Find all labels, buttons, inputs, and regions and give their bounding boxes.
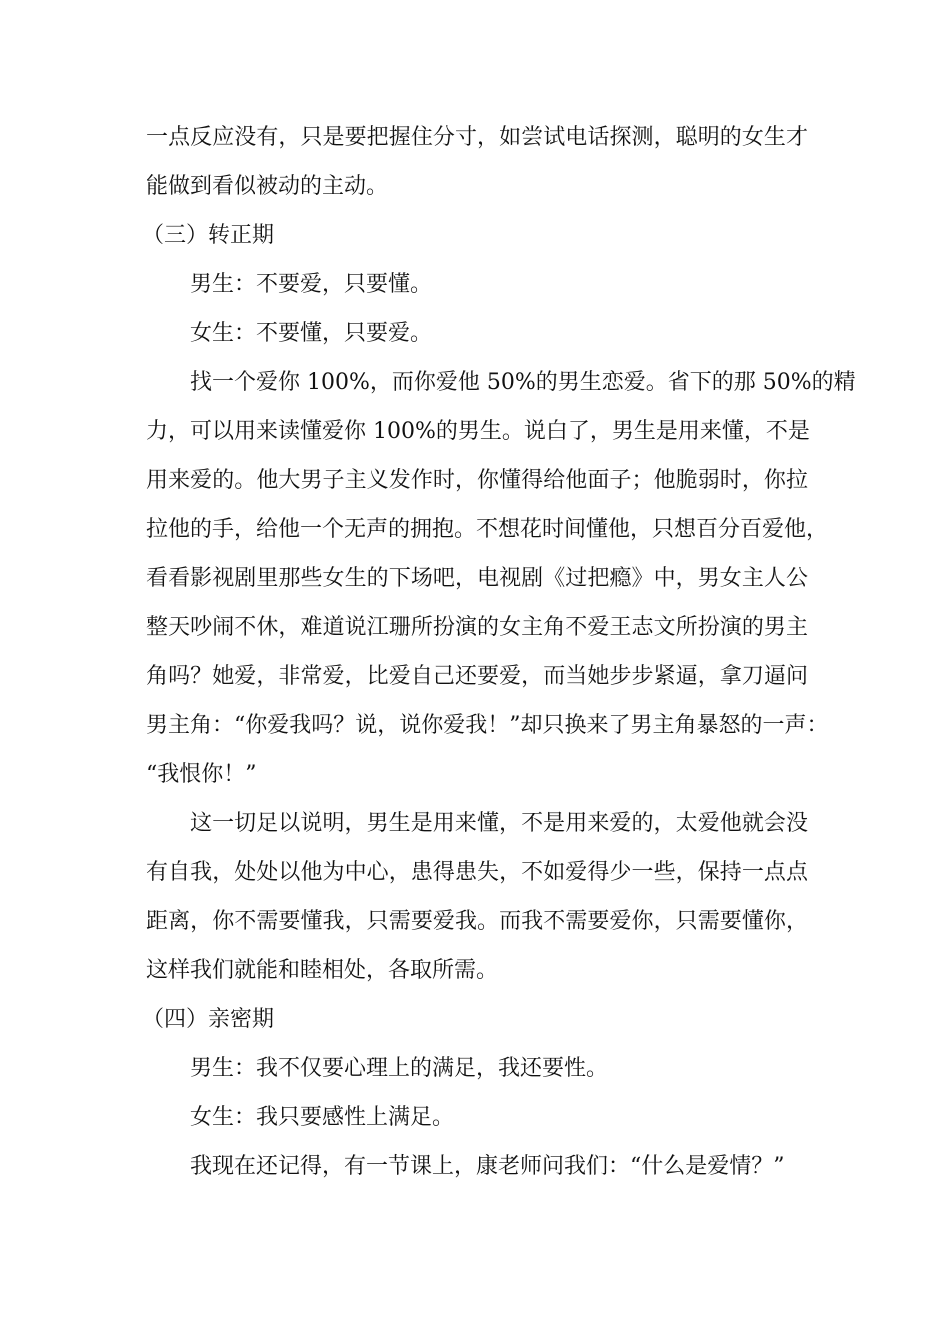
text-line: 拉他的手，给他一个无声的拥抱。不想花时间懂他，只想百分百爱他， xyxy=(146,517,829,542)
dialogue-line: 男生：不要爱，只要懂。 xyxy=(190,272,433,297)
text-line: 能做到看似被动的主动。 xyxy=(146,174,389,199)
text-line: 一点反应没有，只是要把握住分寸，如尝试电话探测，聪明的女生才 xyxy=(146,125,808,150)
text-line: 角吗？她爱，非常爱，比爱自己还要爱，而当她步步紧逼，拿刀逼问 xyxy=(146,664,808,689)
text-line: 我现在还记得，有一节课上，康老师问我们：“什么是爱情？” xyxy=(190,1154,785,1179)
text-line: 力，可以用来读懂爱你 100%的男生。说白了，男生是用来懂，不是 xyxy=(146,419,810,444)
dialogue-line: 女生：我只要感性上满足。 xyxy=(190,1105,455,1130)
dialogue-line: 女生：不要懂，只要爱。 xyxy=(190,321,433,346)
dialogue-line: 男生：我不仅要心理上的满足，我还要性。 xyxy=(190,1056,609,1081)
text-line: 有自我，处处以他为中心，患得患失，不如爱得少一些，保持一点点 xyxy=(146,860,808,885)
section-heading: （四）亲密期 xyxy=(142,1007,275,1032)
text-line: 这样我们就能和睦相处，各取所需。 xyxy=(146,958,499,983)
text-line: 距离，你不需要懂我，只需要爱我。而我不需要爱你，只需要懂你， xyxy=(146,909,808,934)
text-line: 男主角：“你爱我吗？说，说你爱我！”却只换来了男主角暴怒的一声： xyxy=(146,713,829,738)
text-line: 整天吵闹不休，难道说江珊所扮演的女主角不爱王志文所扮演的男主 xyxy=(146,615,808,640)
section-heading: （三）转正期 xyxy=(142,223,275,248)
document-body xyxy=(142,113,856,1191)
text-line: 找一个爱你 100%，而你爱他 50%的男生恋爱。省下的那 50%的精 xyxy=(190,370,856,395)
text-line: 看看影视剧里那些女生的下场吧，电视剧《过把瘾》中，男女主人公 xyxy=(146,566,808,591)
text-line: “我恨你！” xyxy=(146,762,257,787)
text-line: 这一切足以说明，男生是用来懂，不是用来爱的，太爱他就会没 xyxy=(190,811,808,836)
text-line: 用来爱的。他大男子主义发作时，你懂得给他面子；他脆弱时，你拉 xyxy=(146,468,808,493)
